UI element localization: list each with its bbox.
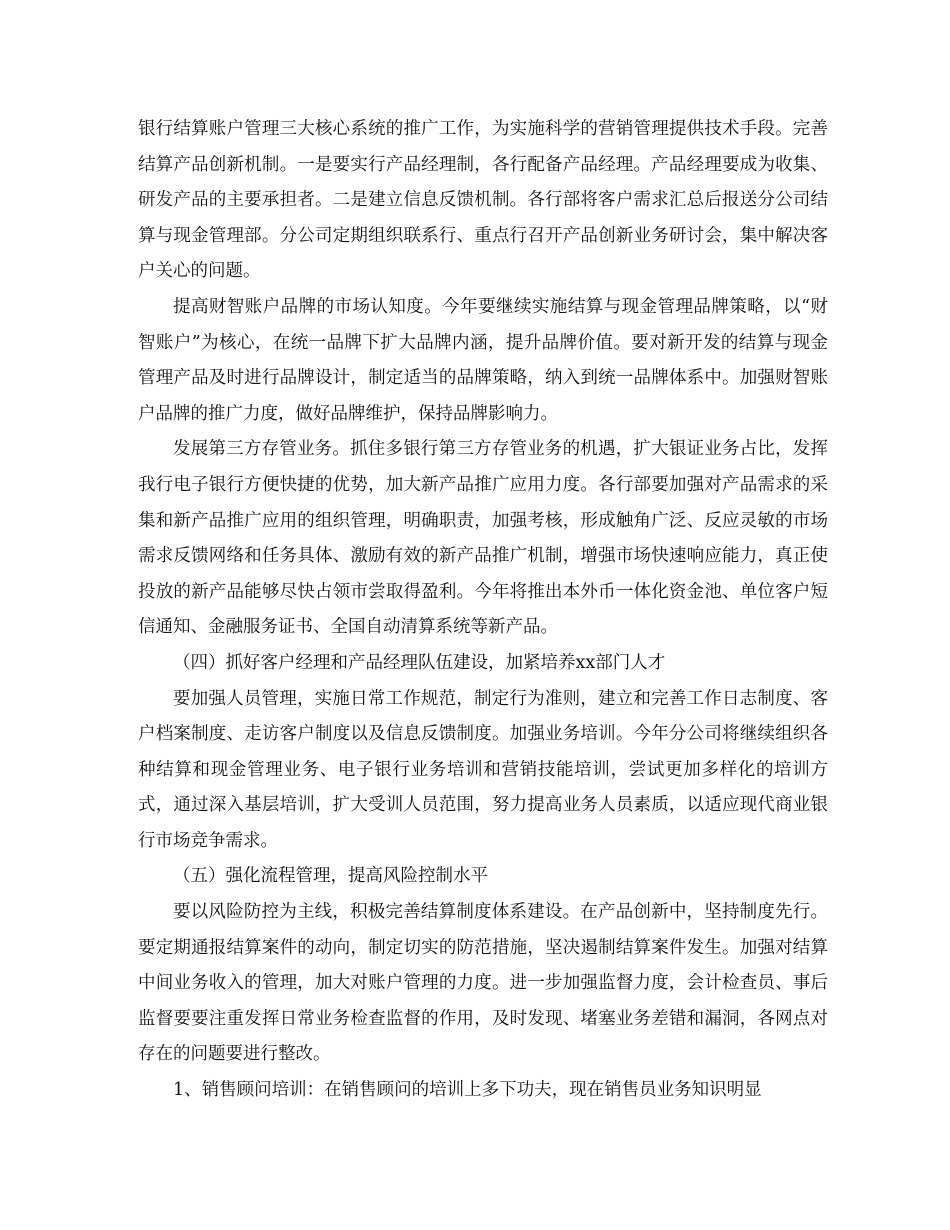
paragraph-continuation: 银行结算账户管理三大核心系统的推广工作，为实施科学的营销管理提供技术手段。完善结算产品创新机制。一是要实行产品经理制，各行配备产品经理。产品经理要成为收集、研发产品的主要承担者。二是建立信息反馈机制。各行部将客户需求汇总后报送分公司结算与现金管理部。分公司定期组织联系行、重点行召开产品创新业务研讨会，集中解决客户关心的问题。 xyxy=(138,119,828,282)
paragraph-risk-control: 要以风险防控为主线，积极完善结算制度体系建设。在产品创新中，坚持制度先行。要定期通报结算案件的动向，制定切实的防范措施，坚决遏制结算案件发生。加强对结算中间业务收入的管理，加大对账户管理的力度。进一步加强监督力度，会计检查员、事后监督要要注重发挥日常业务检查监督的作用，及时发现、堵塞业务差错和漏洞，各网点对存在的问题要进行整改。 xyxy=(138,902,828,1065)
section-heading-4: （四）抓好客户经理和产品经理队伍建设，加紧培养xx部门人才 xyxy=(173,652,666,673)
section-heading-5: （五）强化流程管理，提高风险控制水平 xyxy=(173,866,488,887)
document-body xyxy=(138,112,828,1109)
paragraph-brand-awareness: 提高财智账户品牌的市场认知度。今年要继续实施结算与现金管理品牌策略，以“财智账户”为核心，在统一品牌下扩大品牌内涵，提升品牌价值。要对新开发的结算与现金管理产品及时进行品牌设计，制定适当的品牌策略，纳入到统一品牌体系中。加强财智账户品牌的推广力度，做好品牌维护，保持品牌影响力。 xyxy=(138,296,828,424)
paragraph-sales-training: 1、销售顾问培训：在销售顾问的培训上多下功夫，现在销售员业务知识明显 xyxy=(173,1080,762,1101)
paragraph-third-party-custody: 发展第三方存管业务。抓住多银行第三方存管业务的机遇，扩大银证业务占比，发挥我行电子银行方便快捷的优势，加大新产品推广应用力度。各行部要加强对产品需求的采集和新产品推广应用的组织管理，明确职责，加强考核，形成触角广泛、反应灵敏的市场需求反馈网络和任务具体、激励有效的新产品推广机制，增强市场快速响应能力，真正使投放的新产品能够尽快占领市尝取得盈利。今年将推出本外币一体化资金池、单位客户短信通知、金融服务证书、全国自动清算系统等新产品。 xyxy=(138,439,828,638)
paragraph-personnel-management: 要加强人员管理，实施日常工作规范，制定行为准则，建立和完善工作日志制度、客户档案制度、走访客户制度以及信息反馈制度。加强业务培训。今年分公司将继续组织各种结算和现金管理业务、电子银行业务培训和营销技能培训，尝试更加多样化的培训方式，通过深入基层培训，扩大受训人员范围，努力提高业务人员素质，以适应现代商业银行市场竞争需求。 xyxy=(138,688,828,851)
